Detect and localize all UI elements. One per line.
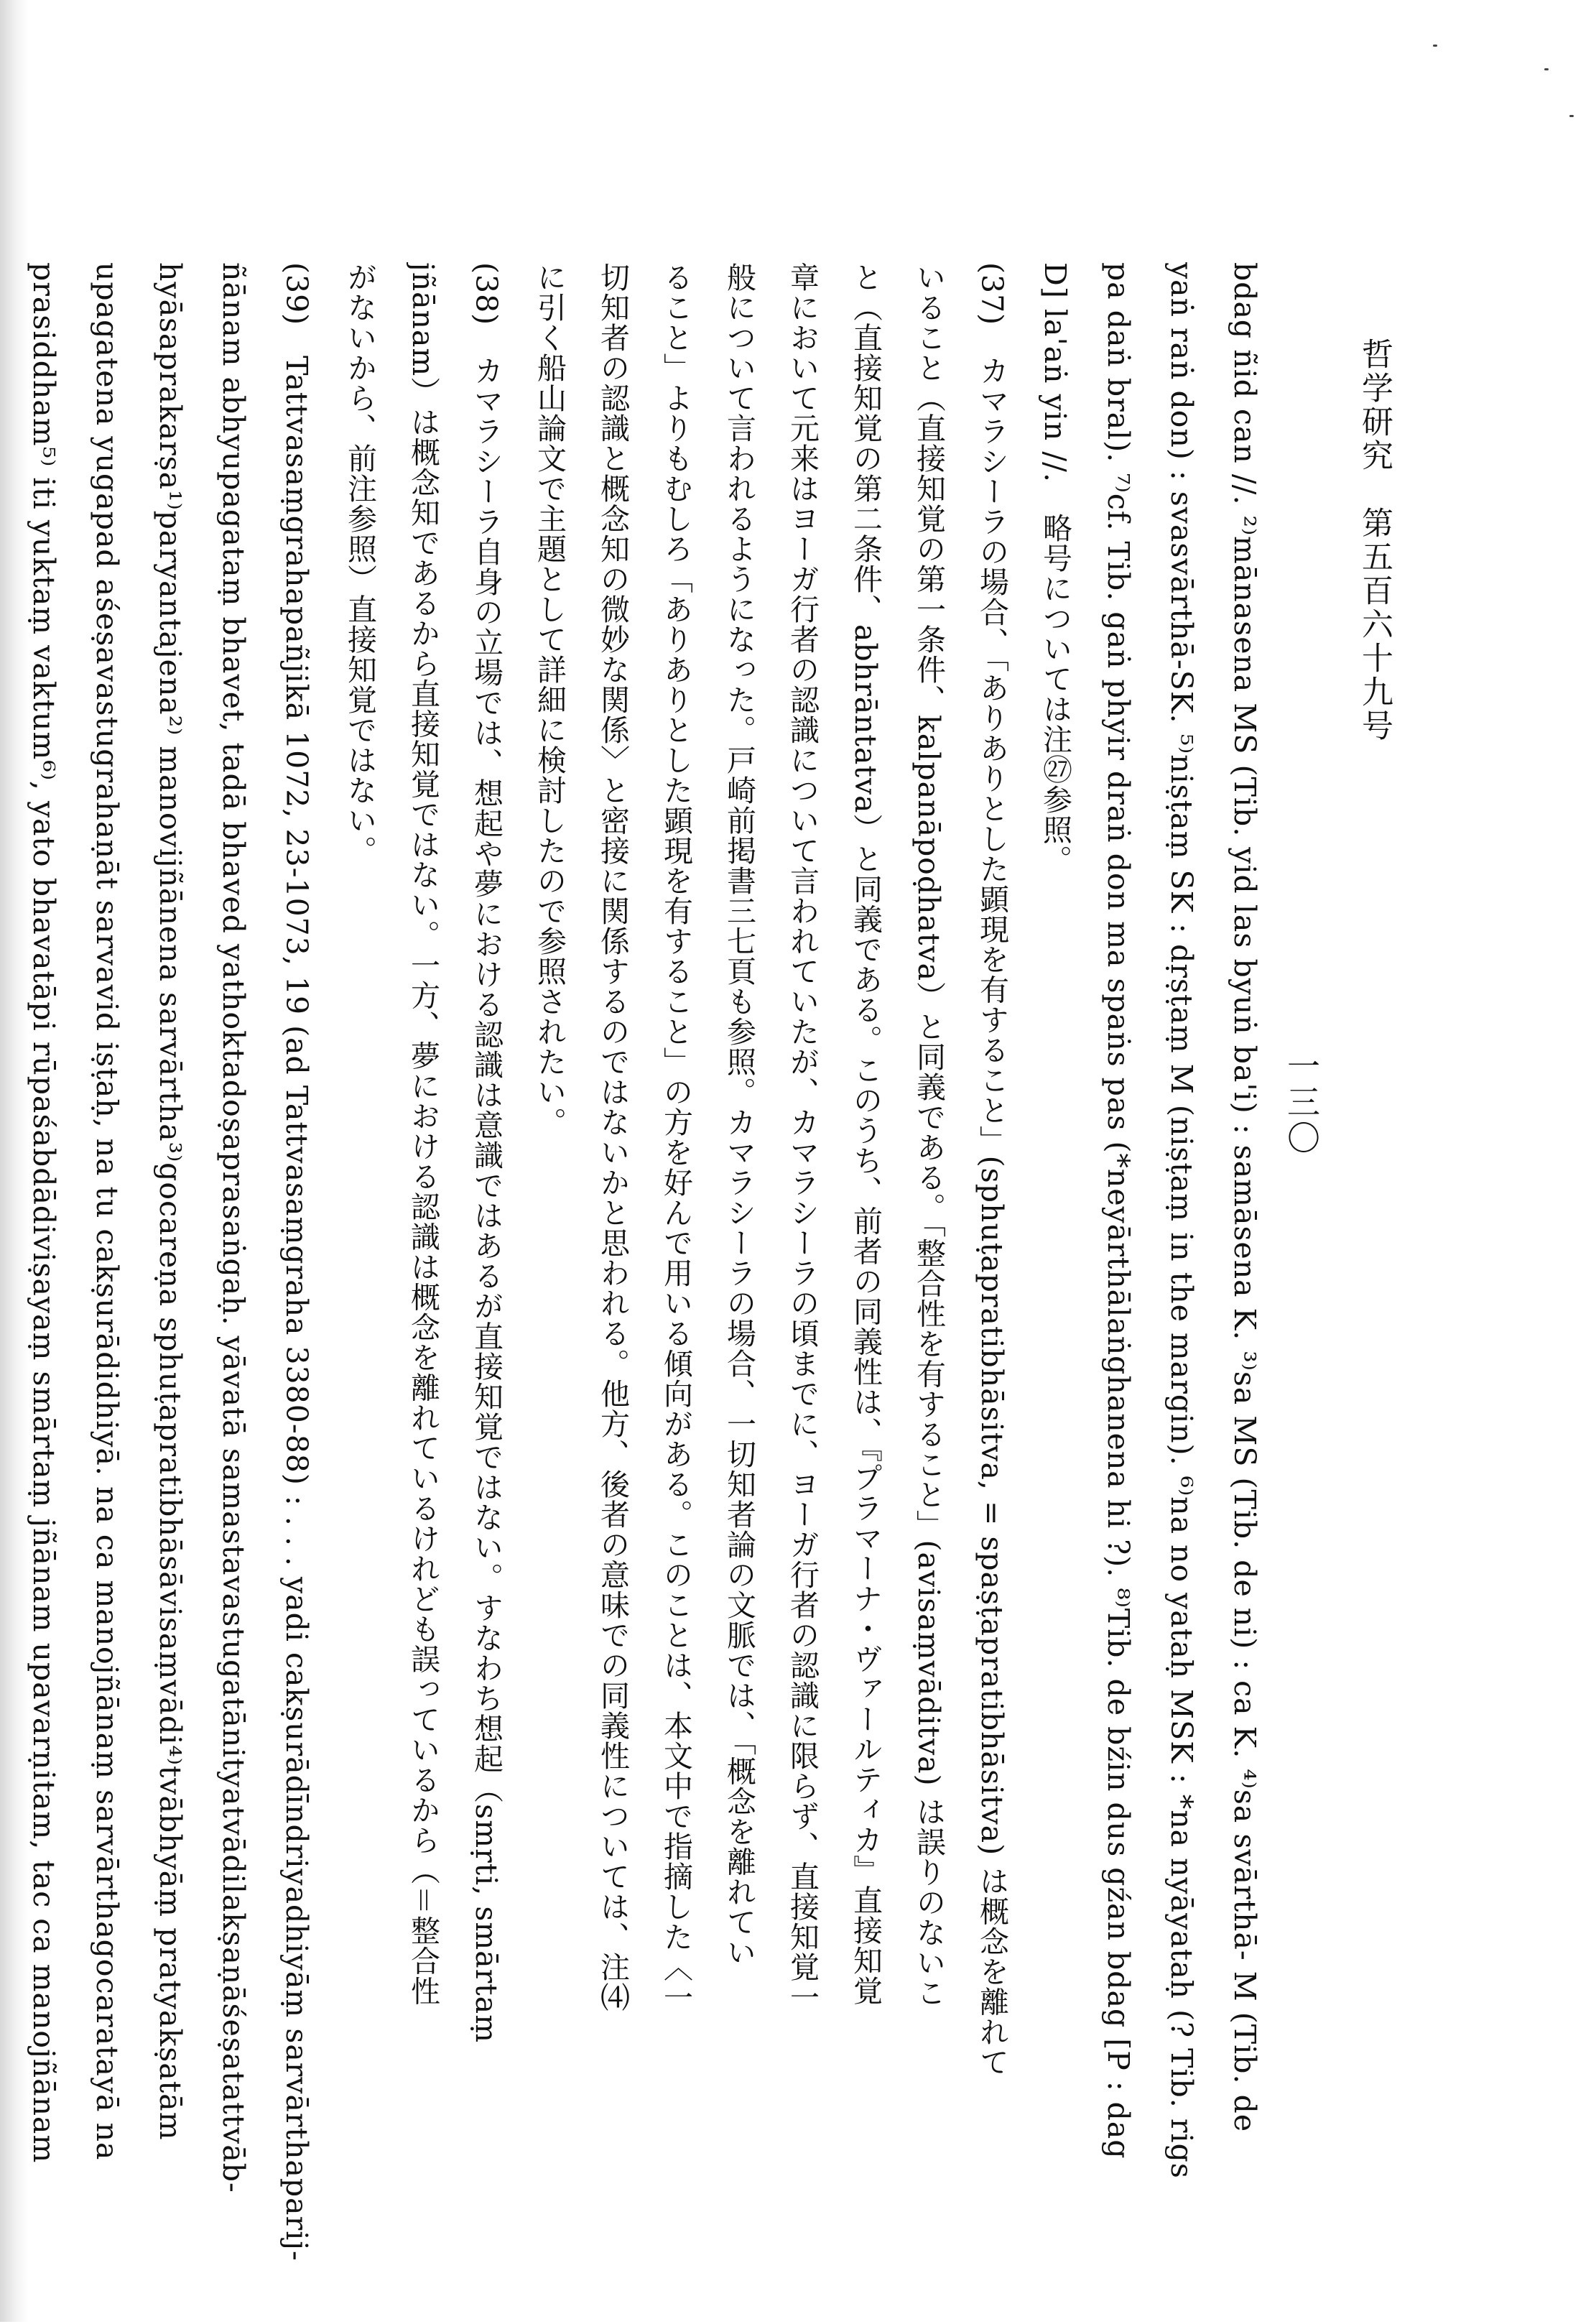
page-body [0, 262, 1276, 2324]
footnote-37-line: ること」よりもむしろ「ありありとした顕現を有すること」の方を好んで用いる傾向がある。このことは、本文中で指摘した〈一 [659, 262, 693, 2012]
footnote-38-line: がないから、前注参照）直接知覚ではない。 [343, 262, 377, 866]
footnote-37-line: と（直接知覚の第二条件、abhrāntatva）と同義である。このうち、前者の同義性は、『プラマーナ・ヴァールティカ』直接知覚 [848, 262, 883, 2006]
footnote-37-line: 般について言われるようになった。戸崎前掲書三七頁も参照。カマラシーラの場合、一切知者論の文脈では、「概念を離れてい [722, 262, 756, 1968]
footnote-38-line: (38) カマラシーラ自身の立場では、想起や夢における認識は意識ではあるが直接知覚ではない。すなわち想起（smṛti, smārtaṃ [469, 262, 504, 2044]
note-line: yaṅ raṅ don) : svasvārthā-SK. ⁵⁾niṣṭaṃ SK : dṛṣṭaṃ M (niṣṭaṃ in the margin). ⁶⁾na no yataḥ MSK : *na nyāyataḥ (? Tib. rigs [1164, 262, 1199, 2179]
footnote-39-line [0, 262, 12, 2324]
footnote-37-line: 切知者の認識と概念知の微妙な関係〉と密接に関係するのではないかと思われる。他方、後者の意味での同義性については、注⑷ [595, 262, 630, 2012]
footnote-37-line: 章において元来はヨーガ行者の認識について言われていたが、カマラシーラの頃までに、ヨーガ行者の認識に限らず、直接知覚一 [785, 262, 820, 2012]
note-line: bdag ñid can //. ²⁾mānasena MS (Tib. yid las byuṅ ba'i) : samāsena K. ³⁾sa MS (Tib. de ni) : ca K. ⁴⁾sa svārthā- M (Tib. de [1228, 262, 1262, 2133]
footnote-39-line: upagatena yugapad aśeṣavastugrahaṇāt sarvavid iṣṭaḥ, na tu cakṣurādidhiyā. na ca manojñānaṃ sarvārthagocaratayā na [90, 262, 124, 2161]
footnote-37-line: に引く船山論文で主題として詳細に検討したので参照されたい。 [532, 262, 567, 1137]
footnote-39-line: prasiddham⁵⁾ iti yuktaṃ vaktum⁶⁾, yato bhavatāpi rūpaśabdādiviṣayaṃ smārtaṃ jñānam upavarṇitam, tac ca manojñānam [27, 262, 61, 2164]
scan-speck [1433, 45, 1437, 47]
footnote-37-line: いること（直接知覚の第一条件、kalpanāpoḍhatva）と同義である。「整合性を有すること」(avisaṃvāditva) は誤りのないこ [911, 262, 946, 2008]
footnote-39-line: hyāsaprakarṣa¹⁾paryantajena²⁾ manovijñānena sarvārtha³⁾gocareṇa sphuṭapratibhāsāvisaṃvādi⁴⁾tvābhyāṃ pratyakṣatām [153, 262, 187, 2141]
journal-header: 哲学研究 第五百六十九号 [1356, 338, 1393, 743]
scan-speck [1569, 115, 1574, 117]
footnote-39-line: (39) Tattvasaṃgrahapañjikā 1072, 23-1073, 19 (ad Tattvasaṃgraha 3380-88) : . . . yadi cakṣurādīndriyadhiyāṃ sarvārthaparij- [279, 262, 314, 2261]
scan-speck [1544, 68, 1549, 70]
note-line: pa daṅ bral). ⁷⁾cf. Tib. gaṅ phyir draṅ don ma spaṅs pas (*neyārthālaṅghanena hi ?). ⁸⁾Tib. de bźin dus gźan bdag [P : dag [1101, 262, 1136, 2159]
footnote-37-line: (37) カマラシーラの場合、「ありありとした顕現を有すること」(sphuṭapratibhāsitva, = spaṣṭapratibhāsitva) は概念を離れて [975, 262, 1009, 2078]
footnote-38-line: jñānam）は概念知であるから直接知覚ではない。一方、夢における認識は概念を離れているけれども誤っているから（＝整合性 [406, 262, 440, 2006]
page-number: 一三〇 [1282, 1049, 1321, 1157]
footnote-39-line: ñānam abhyupagataṃ bhavet, tadā bhaved yathoktadoṣaprasaṅgaḥ. yāvatā samastavastugatānityatvādilakṣaṇāśeṣatattvāb- [216, 262, 251, 2193]
note-line: D] la'aṅ yin //. 略号については注㉗参照。 [1038, 262, 1072, 875]
